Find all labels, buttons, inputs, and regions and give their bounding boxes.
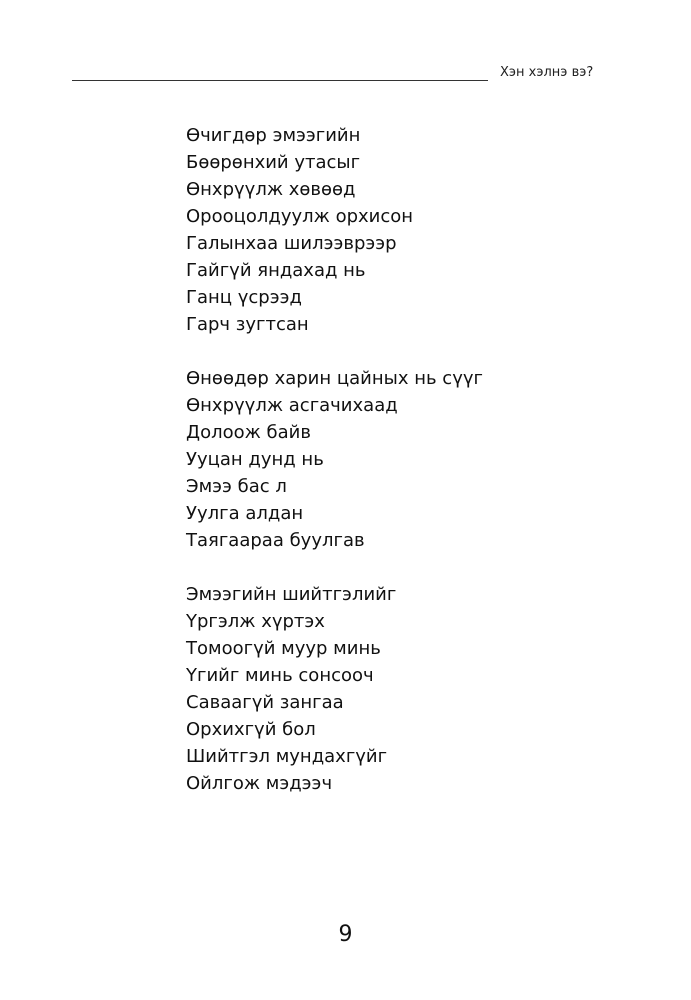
poem-line: Өнөөдөр харин цайных нь сүүг bbox=[186, 368, 483, 389]
poem-line: Саваагүй зангаа bbox=[186, 692, 344, 713]
poem-line: Өнхрүүлж асгачихаад bbox=[186, 395, 398, 416]
poem-line: Орхихгүй бол bbox=[186, 719, 316, 740]
poem-line: Үргэлж хүртэх bbox=[186, 611, 325, 632]
stanza-3 bbox=[186, 581, 606, 797]
poem-line: Ойлгож мэдээч bbox=[186, 773, 333, 794]
poem-line: Өнхрүүлж хөвөөд bbox=[186, 179, 356, 200]
poem-line: Уулга алдан bbox=[186, 503, 304, 524]
poem-line: Орооцолдуулж орхисон bbox=[186, 206, 414, 227]
poem-line: Бөөрөнхий утасыг bbox=[186, 152, 361, 173]
stanza-1 bbox=[186, 122, 606, 338]
poem-line: Томоогүй муур минь bbox=[186, 638, 381, 659]
poem-line: Эмээ бас л bbox=[186, 476, 287, 497]
poem-line: Таягаараа буулгав bbox=[186, 530, 365, 551]
poem-line: Үгийг минь сонсооч bbox=[186, 665, 374, 686]
page-number: 9 bbox=[338, 922, 353, 947]
poem bbox=[186, 122, 606, 824]
poem-line: Шийтгэл мундахгүйг bbox=[186, 746, 388, 767]
poem-line: Эмээгийн шийтгэлийг bbox=[186, 584, 397, 605]
stanza-2 bbox=[186, 365, 606, 554]
poem-line: Ганц үсрээд bbox=[186, 287, 302, 308]
poem-line: Ууцан дунд нь bbox=[186, 449, 324, 470]
poem-line: Галынхаа шилээврээр bbox=[186, 233, 397, 254]
poem-line: Долоож байв bbox=[186, 422, 311, 443]
header-rule bbox=[72, 80, 488, 81]
running-title: Хэн хэлнэ вэ? bbox=[500, 65, 594, 80]
poem-line: Гарч зугтсан bbox=[186, 314, 309, 335]
poem-line: Өчигдөр эмээгийн bbox=[186, 125, 361, 146]
poem-line: Гайгүй яндахад нь bbox=[186, 260, 366, 281]
